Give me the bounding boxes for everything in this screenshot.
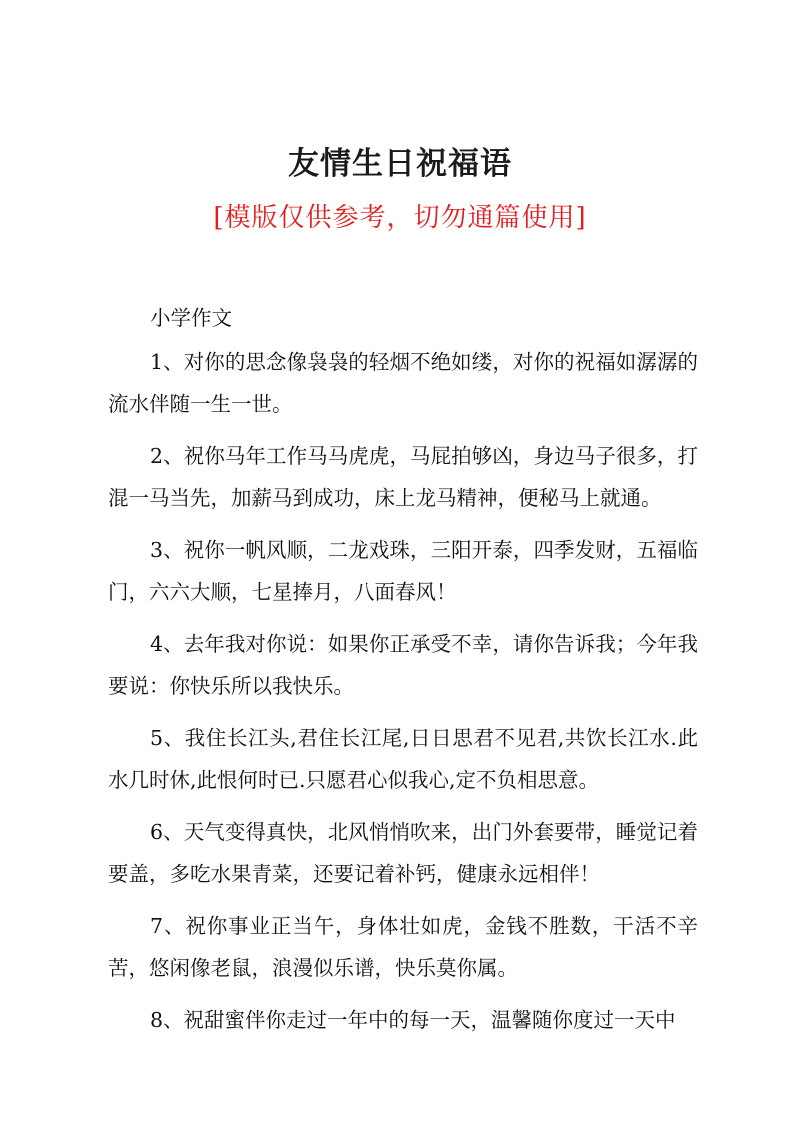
paragraph-5: 5、我住长江头,君住长江尾,日日思君不见君,共饮长江水.此水几时休,此恨何时已.只愿君心似我心,定不负相思意。: [108, 726, 698, 792]
paragraph-1: 1、对你的思念像袅袅的轻烟不绝如缕，对你的祝福如潺潺的流水伴随一生一世。: [108, 350, 698, 416]
paragraph-8: 8、祝甜蜜伴你走过一年中的每一天，温馨随你度过一天中: [150, 1008, 676, 1032]
paragraph-6: 6、天气变得真快，北风悄悄吹来，出门外套要带，睡觉记着要盖，多吃水果青菜，还要记着补钙，健康永远相伴！: [108, 820, 698, 886]
paragraph-2: 2、祝你马年工作马马虎虎，马屁拍够凶，身边马子很多，打混一马当先，加薪马到成功，床上龙马精神，便秘马上就通。: [108, 444, 698, 510]
paragraph-4: 4、去年我对你说：如果你正承受不幸，请你告诉我；今年我要说：你快乐所以我快乐。: [108, 632, 698, 698]
category-label: 小学作文: [150, 306, 232, 330]
document-body: [108, 300, 698, 1051]
paragraph-3: 3、祝你一帆风顺，二龙戏珠，三阳开泰，四季发财，五福临门，六六大顺，七星捧月，八面春风！: [108, 538, 698, 604]
paragraph-7: 7、祝你事业正当午，身体壮如虎，金钱不胜数，干活不辛苦，悠闲像老鼠，浪漫似乐谱，快乐莫你属。: [108, 914, 698, 980]
template-notice: [模版仅供参考，切勿通篇使用]: [213, 203, 587, 233]
document-title: 友情生日祝福语: [288, 146, 512, 182]
